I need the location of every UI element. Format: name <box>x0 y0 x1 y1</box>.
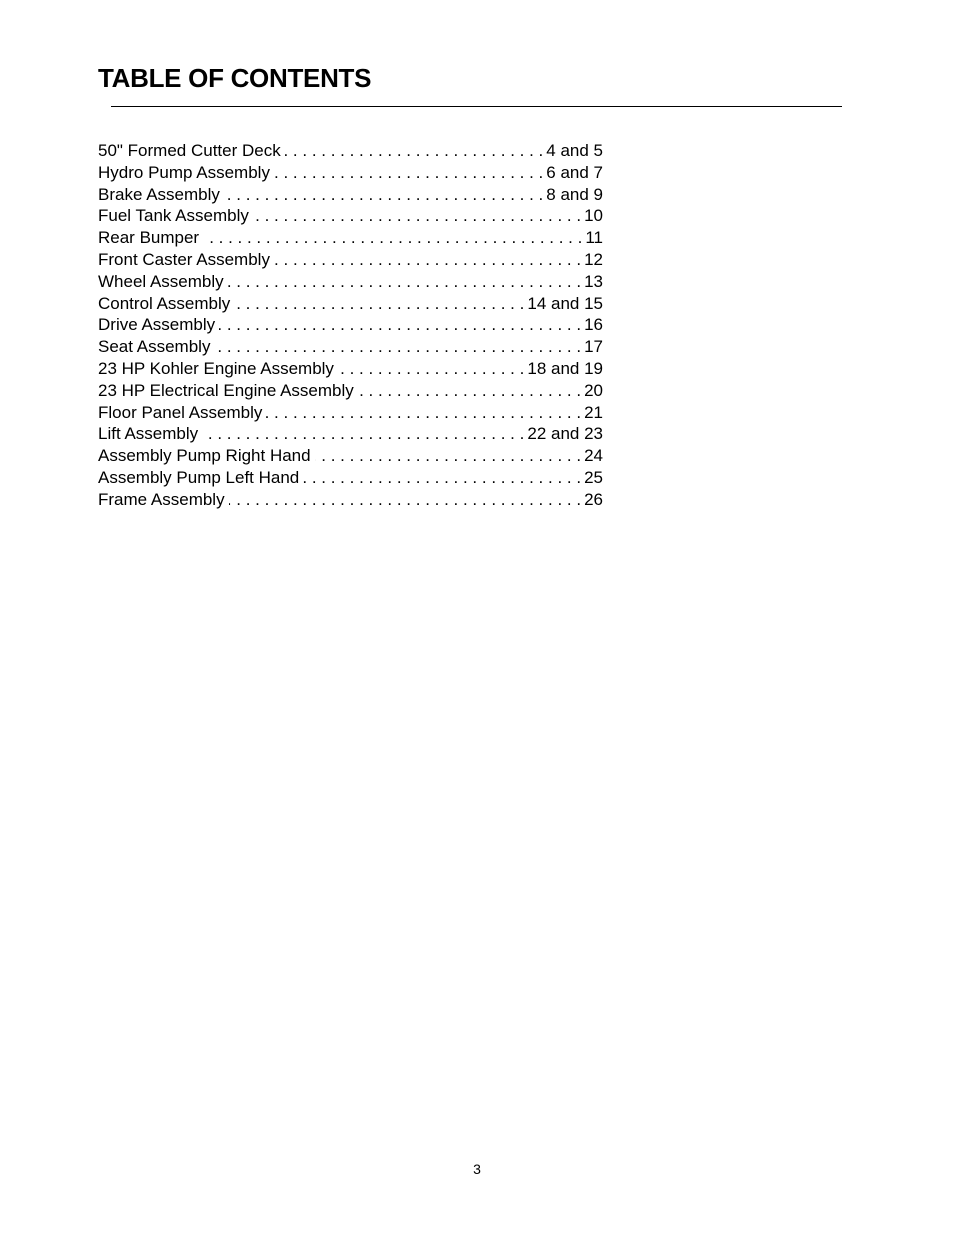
toc-entry-page: 24 <box>584 446 603 466</box>
toc-entry[interactable] <box>98 227 603 249</box>
toc-entry-page: 16 <box>584 315 603 335</box>
toc-entry-label: Frame Assembly <box>98 489 225 509</box>
toc-dot-leader <box>214 336 581 358</box>
toc-entry-page: 26 <box>584 489 603 509</box>
toc-entry-label: Control Assembly <box>98 293 231 313</box>
toc-entry-page: 8 and 9 <box>546 184 603 204</box>
toc-entry-page: 14 and 15 <box>527 293 603 313</box>
toc-entry-page: 11 <box>585 228 603 248</box>
toc-dot-leader <box>315 445 581 467</box>
toc-entry-label: Lift Assembly <box>98 424 199 444</box>
toc-entry-label: Drive Assembly <box>98 315 216 335</box>
toc-dot-leader <box>224 184 543 206</box>
toc-entry-page: 20 <box>584 380 603 400</box>
toc-entry[interactable] <box>98 358 603 380</box>
toc-dot-leader <box>234 293 524 315</box>
toc-entry[interactable] <box>98 162 603 184</box>
toc-entry-label: 23 HP Kohler Engine Assembly <box>98 358 334 378</box>
toc-entry-page: 6 and 7 <box>546 162 603 182</box>
toc-dot-leader <box>253 205 581 227</box>
toc-entry-label: Hydro Pump Assembly <box>98 162 270 182</box>
toc-entry[interactable] <box>98 184 603 206</box>
toc-entry-label: Front Caster Assembly <box>98 249 270 269</box>
toc-dot-leader <box>229 489 581 511</box>
toc-entry[interactable] <box>98 445 603 467</box>
toc-entry[interactable] <box>98 489 603 511</box>
toc-entry[interactable] <box>98 271 603 293</box>
toc-entry[interactable] <box>98 402 603 424</box>
toc-entry[interactable] <box>98 314 603 336</box>
toc-dot-leader <box>358 380 581 402</box>
toc-entry-label: Brake Assembly <box>98 184 220 204</box>
toc-entry-label: Wheel Assembly <box>98 271 224 291</box>
toc-entry-page: 10 <box>584 206 603 226</box>
toc-entry[interactable] <box>98 140 603 162</box>
toc-dot-leader <box>266 402 581 424</box>
toc-entry[interactable] <box>98 467 603 489</box>
toc-dot-leader <box>228 271 581 293</box>
toc-list <box>98 140 603 511</box>
toc-dot-leader <box>285 140 544 162</box>
toc-dot-leader <box>274 249 581 271</box>
toc-entry-page: 21 <box>584 402 603 422</box>
toc-entry[interactable] <box>98 249 603 271</box>
toc-entry-label: 50" Formed Cutter Deck <box>98 141 281 160</box>
toc-entry-label: Floor Panel Assembly <box>98 402 263 422</box>
page-number: 3 <box>473 1161 481 1177</box>
toc-entry-page: 13 <box>584 271 603 291</box>
toc-entry-label: Assembly Pump Left Hand <box>98 467 300 487</box>
toc-entry[interactable] <box>98 336 603 358</box>
toc-entry-page: 25 <box>584 467 603 487</box>
page-title: TABLE OF CONTENTS <box>98 63 372 93</box>
toc-entry-page: 17 <box>584 337 603 357</box>
toc-entry[interactable] <box>98 380 603 402</box>
toc-dot-leader <box>203 227 582 249</box>
toc-entry-label: Fuel Tank Assembly <box>98 206 249 226</box>
title-divider <box>111 106 842 107</box>
toc-dot-leader <box>303 467 581 489</box>
toc-entry-page: 4 and 5 <box>546 141 603 160</box>
toc-entry-page: 12 <box>584 249 603 269</box>
toc-entry-page: 18 and 19 <box>527 358 603 378</box>
toc-entry[interactable] <box>98 423 603 445</box>
toc-dot-leader <box>219 314 581 336</box>
toc-entry[interactable] <box>98 205 603 227</box>
toc-entry[interactable] <box>98 293 603 315</box>
toc-dot-leader <box>202 423 524 445</box>
toc-entry-label: Assembly Pump Right Hand <box>98 446 311 466</box>
toc-entry-label: 23 HP Electrical Engine Assembly <box>98 380 354 400</box>
toc-entry-label: Rear Bumper <box>98 228 200 248</box>
toc-entry-page: 22 and 23 <box>527 424 603 444</box>
toc-dot-leader <box>274 162 543 184</box>
toc-dot-leader <box>338 358 524 380</box>
toc-entry-label: Seat Assembly <box>98 337 211 357</box>
